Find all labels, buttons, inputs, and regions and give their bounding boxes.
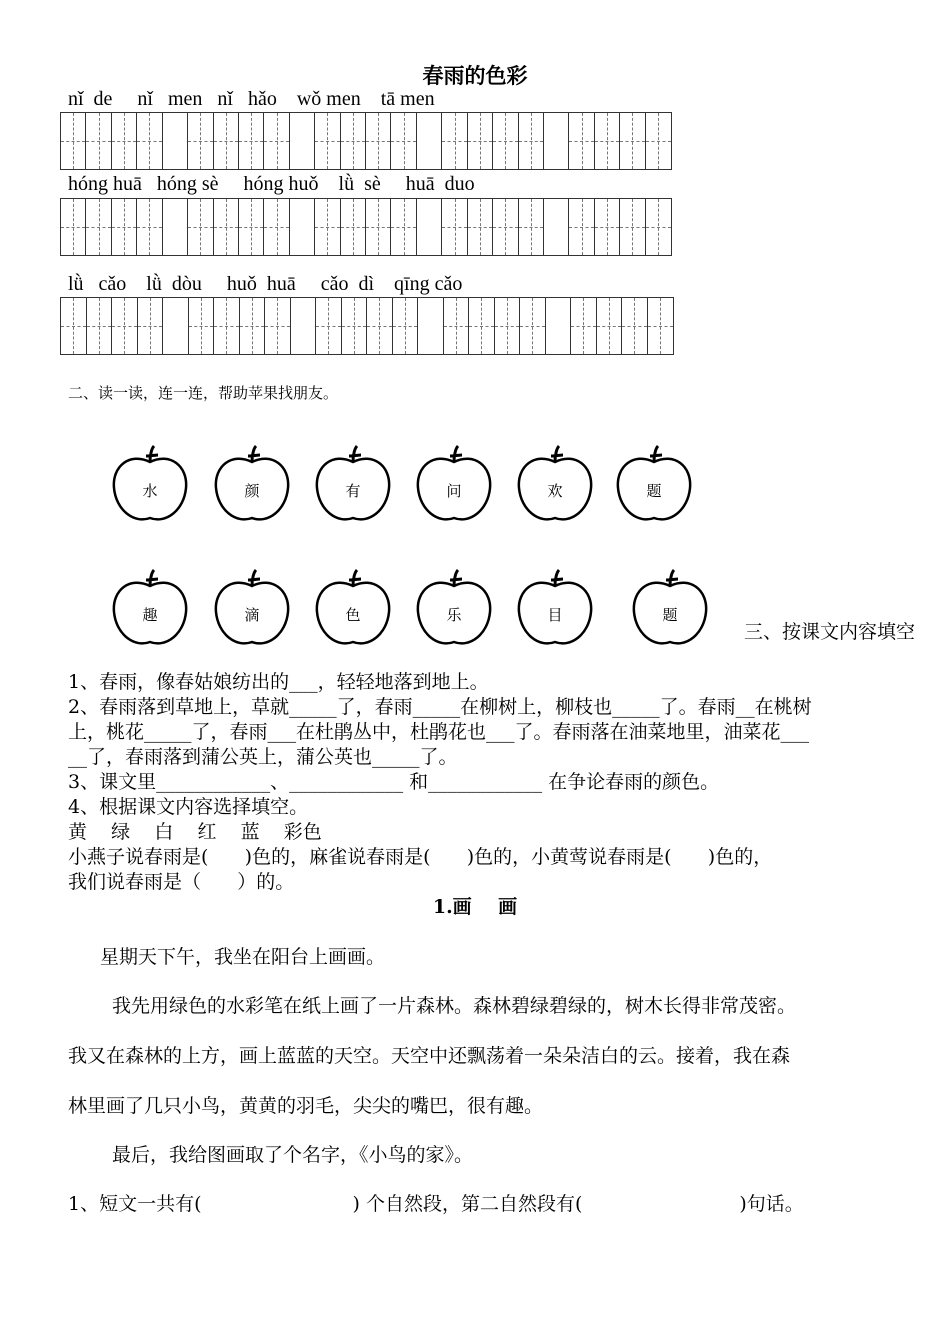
question-2-line-2: 上，桃花_____了，春雨___在杜鹃丛中，杜鹃花也___了。春雨落在油菜地里，油菜花___ bbox=[68, 721, 810, 743]
apple-icon bbox=[515, 444, 595, 524]
apple-char: 水 bbox=[142, 482, 158, 500]
apple-icon bbox=[630, 568, 710, 648]
apple-icon bbox=[414, 444, 494, 524]
passage-paragraph-3: 最后，我给图画取了个名字，《小鸟的家》。 bbox=[112, 1144, 474, 1166]
apple-char: 乐 bbox=[446, 606, 462, 624]
apple-icon bbox=[110, 444, 190, 524]
passage-paragraph-2-line-3: 林里画了几只小鸟，黄黄的羽毛，尖尖的嘴巴，很有趣。 bbox=[68, 1095, 544, 1117]
question-4: 4、根据课文内容选择填空。 bbox=[68, 796, 309, 818]
section-two-heading: 二、读一读，连一连，帮助苹果找朋友。 bbox=[68, 384, 339, 402]
apple-icon bbox=[414, 568, 494, 648]
question-2-line-3: __了，春雨落到蒲公英上，蒲公英也_____了。 bbox=[68, 746, 458, 768]
apple-char: 滴 bbox=[244, 606, 260, 624]
question-2-line-1: 2、春雨落到草地上，草就_____了，春雨_____在柳树上，柳枝也_____了。春雨__在桃树 bbox=[68, 696, 812, 718]
writing-grid-3 bbox=[60, 297, 674, 355]
apple-char: 有 bbox=[345, 482, 361, 500]
question-4-line-2: 我们说春雨是（ ）的。 bbox=[68, 871, 295, 893]
writing-grid-2 bbox=[60, 198, 672, 256]
apple-char: 欢 bbox=[547, 482, 563, 500]
apple-icon bbox=[313, 568, 393, 648]
apple-icon bbox=[614, 444, 694, 524]
color-options: 黄 绿 白 红 蓝 彩色 bbox=[68, 821, 322, 843]
apple-char: 问 bbox=[446, 482, 462, 500]
passage-title: 1.画 画 bbox=[432, 896, 518, 918]
apple-icon bbox=[212, 568, 292, 648]
worksheet-title: 春雨的色彩 bbox=[422, 63, 528, 88]
pinyin-row-2: hóng huā hóng sè hóng huǒ lǜ sè huā duo bbox=[68, 173, 475, 195]
passage-paragraph-2-line-1: 我先用绿色的水彩笔在纸上画了一片森林。森林碧绿碧绿的，树木长得非常茂密。 bbox=[112, 995, 797, 1017]
apple-char: 颜 bbox=[244, 482, 260, 500]
apple-char: 色 bbox=[345, 606, 361, 624]
passage-paragraph-2-line-2: 我又在森林的上方，画上蓝蓝的天空。天空中还飘荡着一朵朵洁白的云。接着，我在森 bbox=[68, 1045, 791, 1067]
apple-char: 题 bbox=[662, 606, 678, 624]
writing-grid-1 bbox=[60, 112, 672, 170]
apple-icon bbox=[313, 444, 393, 524]
apple-char: 目 bbox=[547, 606, 563, 624]
pinyin-row-3: lǜ cǎo lǜ dòu huǒ huā cǎo dì qīng cǎo bbox=[68, 273, 463, 295]
apple-icon bbox=[515, 568, 595, 648]
final-question: 1、短文一共有( ) 个自然段，第二自然段有( )句话。 bbox=[68, 1193, 804, 1215]
apple-char: 题 bbox=[646, 482, 662, 500]
apple-icon bbox=[110, 568, 190, 648]
section-three-heading: 三、按课文内容填空 bbox=[744, 621, 916, 643]
apple-icon bbox=[212, 444, 292, 524]
passage-paragraph-1: 星期天下午，我坐在阳台上画画。 bbox=[100, 946, 386, 968]
question-1: 1、春雨，像春姑娘纺出的___，轻轻地落到地上。 bbox=[68, 671, 489, 693]
question-4-line-1: 小燕子说春雨是( )色的，麻雀说春雨是( )色的，小黄莺说春雨是( )色的， bbox=[68, 846, 773, 868]
question-3: 3、课文里____________、____________ 和____________ 在争论春雨的颜色。 bbox=[68, 771, 720, 793]
pinyin-row-1: nǐ de nǐ men nǐ hǎo wǒ men tā men bbox=[68, 88, 435, 110]
apple-char: 趣 bbox=[142, 606, 158, 624]
